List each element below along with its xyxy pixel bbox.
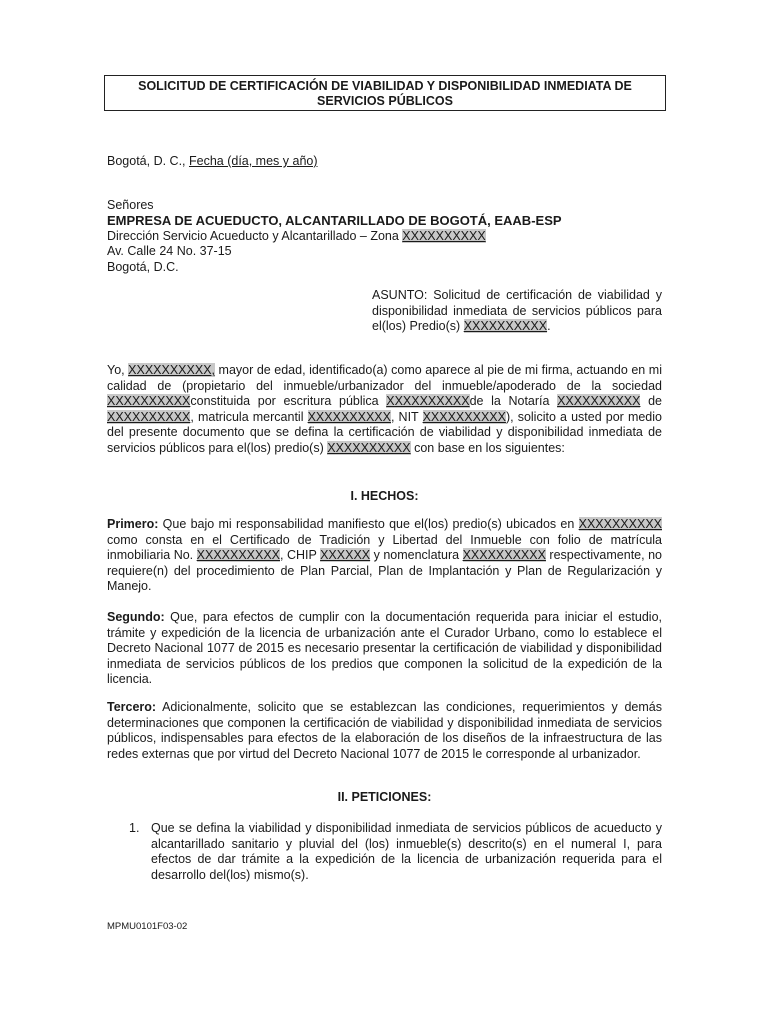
chip-placeholder: XXXXXX: [320, 548, 371, 563]
name-placeholder: XXXXXXXXXX,: [128, 363, 216, 377]
recipient-department: [107, 229, 486, 244]
petition-text: Que se defina la viabilidad y disponibilidad inmediata de servicios públicos de acueducto y alcantarillado sanitario y pluvial del (los) inmueble(s) descrito(s) en el numeral I, para efectos de dar trámite a la expedición de la licencia de urbanización requerida para el desarrollo del(los) mismo(s).: [151, 821, 662, 882]
recipient-company: EMPRESA DE ACUEDUCTO, ALCANTARILLADO DE BOGOTÁ, EAAB-ESP: [107, 213, 562, 228]
section-heading-peticiones: II. PETICIONES:: [337, 790, 432, 804]
property-placeholder: XXXXXXXXXX: [327, 440, 411, 455]
date-placeholder: Fecha (día, mes y año): [188, 154, 318, 168]
date-line: [107, 154, 318, 169]
fact-primero: Primero: Que bajo mi responsabilidad manifiesto que el(los) predio(s) ubicados en XXXXXXXXXX como consta en el Certificado de Tradición y Libertad del Inmueble con folio de matrícula inmobiliaria No. XXXXXXXXXX, CHIP XXXXXX y nomenclatura XXXXXXXXXX respectivamente, no requiere(n) del procedimiento de Plan Parcial, Plan de Implantación y Plan de Regularización y Manejo.: [107, 517, 662, 594]
location-placeholder: XXXXXXXXXX: [578, 517, 662, 531]
subject-label: ASUNTO:: [372, 288, 428, 302]
section-heading-hechos: I. HECHOS:: [350, 489, 419, 503]
notary-city-placeholder: XXXXXXXXXX: [107, 409, 191, 424]
zone-placeholder: XXXXXXXXXX: [402, 229, 486, 243]
registration-placeholder: XXXXXXXXXX: [196, 548, 281, 563]
form-code: MPMU0101F03-02: [107, 921, 188, 932]
department-prefix: Dirección Servicio Acueducto y Alcantarillado – Zona: [107, 229, 403, 243]
company-placeholder: XXXXXXXXXX: [107, 394, 191, 409]
intro-paragraph: Yo, XXXXXXXXXX, mayor de edad, identificado(a) como aparece al pie de mi firma, actuando en mi calidad de (propietario del inmueble/urbanizador del inmueble/apoderado de la sociedad XXXXXXXXXXconstituida por escritura pública XXXXXXXXXXde la Notaría XXXXXXXXXX de XXXXXXXXXX, matricula mercantil XXXXXXXXXX, NIT XXXXXXXXXX), solicito a usted por medio del presente documento que se defina la certificación de viabilidad y disponibilidad inmediata de servicios públicos para el(los) predio(s) XXXXXXXXXX con base en los siguientes:: [107, 363, 662, 455]
notary-placeholder: XXXXXXXXXX: [557, 394, 641, 409]
fact-segundo: Segundo: Que, para efectos de cumplir con la documentación requerida para iniciar el estudio, trámite y expedición de la licencia de urbanización ante el Curador Urbano, como lo establece el Decreto Nacional 1077 de 2015 es necesario presentar la certificación de viabilidad y disponibilidad inmediata de servicios públicos de los predios que componen la solicitud de la expedición de la licencia.: [107, 610, 662, 687]
subject-text: Solicitud de certificación de viabilidad y disponibilidad inmediata de servicios públicos para el(los) Predio(s): [372, 288, 662, 334]
nit-placeholder: XXXXXXXXXX: [422, 409, 506, 424]
salutation: Señores: [107, 198, 154, 212]
date-prefix: Bogotá, D. C.,: [107, 154, 189, 168]
recipient-city: Bogotá, D.C.: [107, 260, 179, 274]
deed-placeholder: XXXXXXXXXX: [386, 394, 470, 409]
nomenclature-placeholder: XXXXXXXXXX: [462, 548, 546, 563]
subject-block: ASUNTO: Solicitud de certificación de viabilidad y disponibilidad inmediata de servicios públicos para el(los) Predio(s) XXXXXXXXXX.: [372, 288, 662, 334]
petition-number: 1.: [129, 821, 140, 835]
fact-tercero: Tercero: Adicionalmente, solicito que se establezcan las condiciones, requerimientos y demás determinaciones que componen la certificación de viabilidad y disponibilidad inmediata de servicios públicos, indispensables para efectos de la elaboración de los diseños de la infraestructura de las redes externas que por virtud del Decreto Nacional 1077 de 2015 le corresponde al urbanizador.: [107, 700, 662, 761]
document-title: SOLICITUD DE CERTIFICACIÓN DE VIABILIDAD Y DISPONIBILIDAD INMEDIATA DE SERVICIOS PÚBLICOS: [104, 75, 666, 111]
subject-placeholder: XXXXXXXXXX: [463, 319, 548, 334]
petition-item: [107, 821, 662, 883]
mercantile-placeholder: XXXXXXXXXX: [307, 409, 391, 424]
recipient-address: Av. Calle 24 No. 37-15: [107, 244, 232, 258]
